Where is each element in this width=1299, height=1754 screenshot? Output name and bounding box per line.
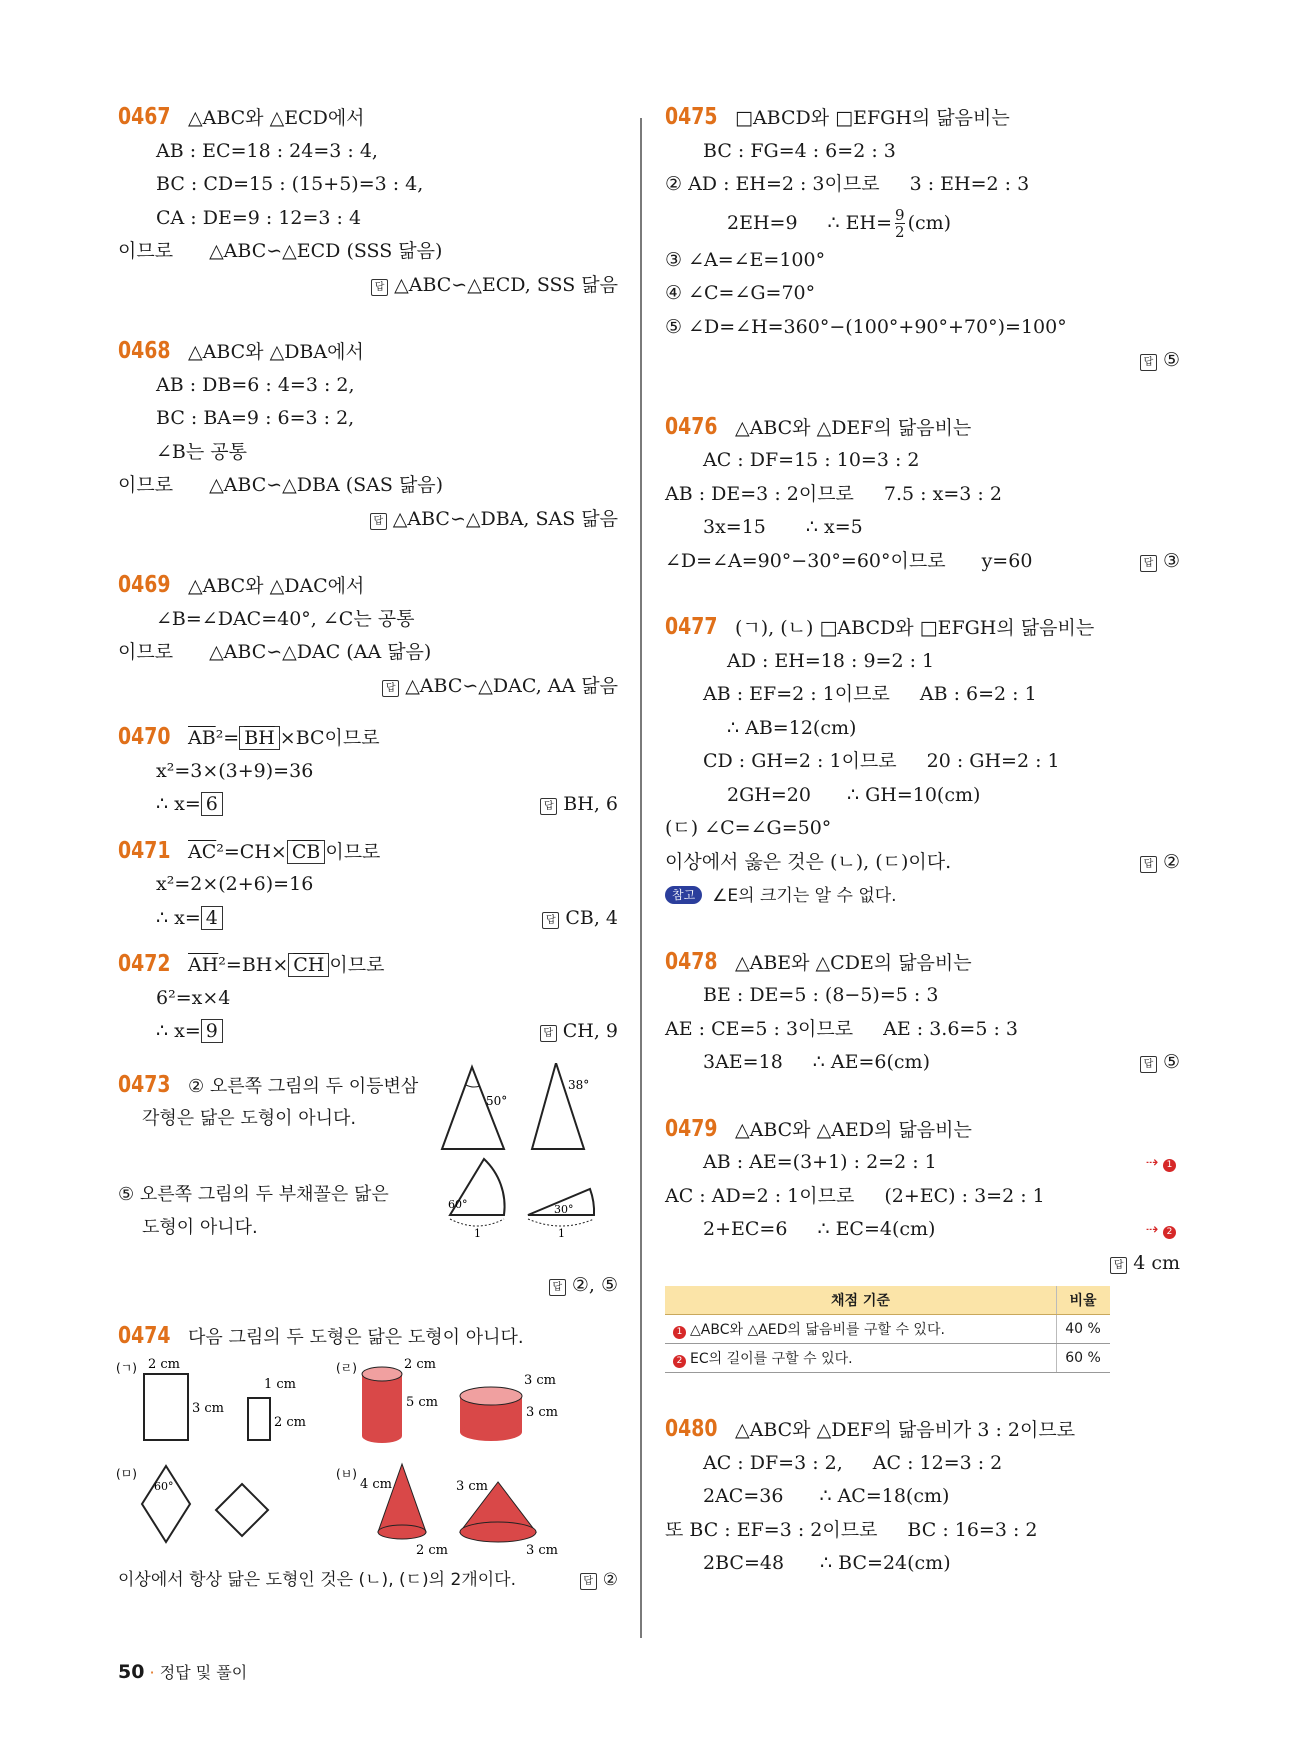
line: AC : 12=3 : 2 — [872, 1451, 1003, 1474]
line: ∴ AC=18(cm) — [819, 1485, 950, 1507]
problem-0475 — [665, 101, 1180, 378]
line: △ABC∽△DAC (AA 닮음) — [209, 641, 432, 663]
answer — [118, 503, 618, 537]
line: (ㄷ) ∠C=∠G=50° — [665, 817, 832, 839]
step-marker: ⇢ 2 — [1146, 1213, 1180, 1247]
angle-label: 50° — [486, 1093, 508, 1108]
blank-box: 6 — [201, 792, 223, 816]
line: 2GH=20 — [727, 783, 811, 806]
line: CA : DE=9 : 12=3 : 4 — [156, 206, 362, 229]
dimension-label: 2 cm — [148, 1356, 181, 1372]
dimension-label: 2 cm — [416, 1542, 449, 1558]
sector-60 — [448, 1159, 505, 1240]
line: ∠B는 공통 — [156, 440, 247, 463]
answer-text: ③ — [1162, 549, 1180, 572]
table-row — [665, 1315, 1110, 1344]
line: △ABC∽△ECD (SSS 닮음) — [209, 240, 443, 262]
line: 또 BC : EF=3 : 2이므로 — [665, 1518, 878, 1541]
sector-30 — [528, 1189, 594, 1240]
answer-text: ⑤ — [1162, 349, 1180, 371]
answer — [540, 1015, 618, 1049]
line: (ㄱ), (ㄴ) □ABCD와 □EFGH의 닮음비는 — [735, 617, 1095, 639]
dimension-label: 5 cm — [406, 1394, 439, 1410]
answer — [540, 788, 618, 822]
answer — [665, 344, 1180, 378]
line: $\overline{AC}$ — [188, 840, 217, 863]
step-number: 2 — [673, 1355, 686, 1368]
line: AE : CE=5 : 3이므로 — [665, 1017, 854, 1040]
answer-text: BH, 6 — [563, 793, 618, 815]
line: ④ ∠C=∠G=70° — [665, 282, 816, 304]
line: ∴ GH=10(cm) — [846, 783, 981, 806]
problem-number: 0472 — [118, 951, 171, 977]
problem-0478 — [665, 946, 1180, 1080]
table-header: 비율 — [1057, 1286, 1111, 1315]
dimension-label: 3 cm — [524, 1372, 557, 1388]
line: ③ ∠A=∠E=100° — [665, 248, 826, 271]
line: ② AD : EH=2 : 3이므로 — [665, 173, 880, 195]
line: 3x=15 — [703, 516, 766, 538]
line: 이므로 — [329, 954, 385, 976]
problem-number: 0473 — [118, 1071, 171, 1098]
line: (2+EC) : 3=2 : 1 — [884, 1184, 1045, 1207]
line: BC : FG=4 : 6=2 : 3 — [703, 139, 896, 162]
answer-text: △ABC∽△ECD, SSS 닮음 — [394, 273, 618, 296]
line: △ABC와 △DEF의 닮음비가 3 : 2이므로 — [735, 1419, 1076, 1441]
line: AC : DF=15 : 10=3 : 2 — [703, 449, 920, 471]
line: 다음 그림의 두 도형은 닮은 도형이 아니다. — [188, 1327, 524, 1348]
problem-number: 0478 — [665, 948, 718, 975]
line: △ABE와 △CDE의 닮음비는 — [735, 951, 972, 974]
line: △ABC와 △ECD에서 — [188, 107, 365, 129]
problem-0473 — [118, 1069, 618, 1269]
line: BE : DE=5 : (8−5)=5 : 3 — [703, 984, 939, 1006]
line: AB : AE=(3+1) : 2=2 : 1 — [703, 1151, 937, 1173]
table-header: 채점 기준 — [665, 1286, 1057, 1315]
line: ∴ x= — [156, 793, 201, 815]
answer-icon: 답 — [580, 1573, 597, 1590]
dimension-label: 1 cm — [264, 1376, 297, 1392]
figure-label: (ㅂ) — [336, 1466, 357, 1481]
answer-icon: 답 — [1140, 354, 1157, 371]
line: 이므로 — [118, 240, 174, 262]
line: ²=BH× — [218, 954, 289, 976]
table-row — [665, 1344, 1110, 1373]
line: 2+EC=6 — [703, 1218, 788, 1240]
line: ∴ x= — [156, 906, 201, 929]
table-cell: 40 % — [1057, 1315, 1111, 1344]
problem-number: 0480 — [665, 1416, 718, 1442]
blank-box: $\overline{BH}$ — [239, 726, 280, 750]
line: ²=CH× — [216, 840, 287, 863]
isosceles-triangle-38 — [532, 1063, 589, 1149]
cone-wide — [456, 1479, 558, 1558]
problem-0480 — [665, 1413, 1180, 1581]
answer-icon: 답 — [549, 1279, 566, 1296]
answer — [1140, 846, 1180, 880]
answer — [1140, 1046, 1180, 1080]
line: AD : EH=18 : 9=2 : 1 — [727, 649, 935, 672]
problem-0477 — [665, 611, 1180, 913]
line: 3AE=18 — [703, 1051, 783, 1073]
answer-icon: 답 — [1110, 1257, 1127, 1274]
rhombus — [142, 1466, 190, 1542]
problem-0469 — [118, 569, 618, 703]
step-number: 1 — [1163, 1159, 1176, 1172]
radius-label: 1 — [558, 1226, 565, 1240]
square-diamond — [216, 1484, 268, 1536]
answer — [542, 902, 618, 936]
answer — [118, 269, 618, 303]
line: △ABC와 △DAC에서 — [188, 575, 365, 597]
line: $\overline{AH}$ — [188, 954, 219, 976]
problem-0476 — [665, 411, 1180, 579]
dimension-label: 3 cm — [192, 1400, 225, 1416]
line: 이므로 — [118, 641, 174, 663]
answer — [665, 1247, 1180, 1281]
problem-number: 0479 — [665, 1115, 718, 1142]
problem-0479 — [665, 1113, 1180, 1374]
blank-box: $\overline{CB}$ — [287, 840, 326, 864]
answer-text: △ABC∽△DAC, AA 닮음 — [405, 674, 618, 697]
answer-text: ②, ⑤ — [571, 1273, 618, 1296]
line: AE : 3.6=5 : 3 — [883, 1017, 1018, 1040]
step-marker: ⇢ 1 — [1146, 1146, 1180, 1180]
problem-0472 — [118, 948, 618, 1049]
answer — [1140, 545, 1180, 579]
line: 이상에서 옳은 것은 (ㄴ), (ㄷ)이다. — [665, 850, 952, 873]
problem-0471 — [118, 835, 618, 936]
figure-label: (ㅁ) — [116, 1466, 137, 1481]
answer-text: CB, 4 — [565, 906, 618, 929]
figure-label: (ㄹ) — [336, 1360, 357, 1375]
answer-icon: 답 — [371, 279, 388, 296]
conclusion: 이상에서 항상 닮은 도형인 것은 (ㄴ), (ㄷ)의 2개이다. — [118, 1569, 516, 1590]
line: 2EH=9 — [727, 211, 798, 234]
line: AB : 6=2 : 1 — [919, 683, 1037, 705]
radius-label: 1 — [474, 1226, 481, 1240]
line: 3 : EH=2 : 3 — [909, 173, 1030, 195]
problem-number: 0471 — [118, 837, 171, 864]
line: 2AC=36 — [703, 1485, 784, 1507]
blank-box: 9 — [201, 1019, 223, 1043]
line: ∴ x= — [156, 1020, 201, 1042]
cylinder-tall — [362, 1357, 438, 1443]
denominator: 2 — [895, 223, 905, 241]
angle-label: 38° — [568, 1077, 590, 1092]
column-divider — [640, 118, 642, 1638]
problem-number: 0469 — [118, 572, 171, 598]
line: ×BC이므로 — [279, 727, 380, 749]
line: CD : GH=2 : 1이므로 — [703, 750, 897, 772]
line: ⑤ ∠D=∠H=360°−(100°+90°+70°)=100° — [665, 315, 1067, 338]
problem-number: 0476 — [665, 413, 718, 440]
footer-title: 정답 및 풀이 — [159, 1663, 248, 1682]
problem-0467 — [118, 101, 618, 302]
step-number: 2 — [1163, 1226, 1176, 1239]
answer-text: ② — [602, 1569, 618, 1590]
answer — [580, 1564, 618, 1598]
table-cell: 60 % — [1057, 1344, 1111, 1373]
answer — [118, 1269, 618, 1303]
line: 6²=x×4 — [156, 986, 231, 1009]
answer-icon: 답 — [540, 1025, 557, 1042]
line: ∴ EC=4(cm) — [817, 1218, 936, 1240]
rectangle-small — [248, 1377, 306, 1440]
dimension-label: 3 cm — [456, 1478, 489, 1494]
line: BC : BA=9 : 6=3 : 2, — [156, 407, 355, 429]
isosceles-triangle-50 — [442, 1067, 507, 1149]
dimension-label: 2 cm — [274, 1414, 307, 1430]
problem-number: 0470 — [118, 724, 171, 750]
answer-icon: 답 — [540, 798, 557, 815]
line: BC : 16=3 : 2 — [907, 1518, 1038, 1541]
line: ⑤ 오른쪽 그림의 두 부채꼴은 닮은 — [118, 1183, 389, 1205]
line: ²= — [215, 727, 240, 749]
line: ∴ BC=24(cm) — [820, 1552, 951, 1574]
right-column — [665, 104, 1180, 1581]
blank-box: 4 — [201, 906, 223, 930]
table-cell: EC의 길이를 구할 수 있다. — [690, 1351, 853, 1367]
line: BC : CD=15 : (15+5)=3 : 4, — [156, 173, 424, 195]
problem-number: 0467 — [118, 104, 171, 130]
line: 20 : GH=2 : 1 — [926, 750, 1060, 772]
fraction — [895, 207, 905, 240]
line: 이므로 — [325, 840, 381, 863]
problem-number: 0475 — [665, 104, 718, 130]
problem-number: 0468 — [118, 338, 171, 364]
cylinder-wide — [460, 1373, 558, 1441]
figure-pairs — [114, 1354, 614, 1564]
dimension-label: 2 cm — [404, 1356, 437, 1372]
problem-number: 0477 — [665, 614, 718, 640]
scoring-table — [665, 1286, 1110, 1373]
cone-tall — [360, 1464, 448, 1558]
line: ∠D=∠A=90°−30°=60°이므로 — [665, 549, 946, 572]
line: AC : AD=2 : 1이므로 — [665, 1184, 855, 1207]
line: ∴ x=5 — [805, 516, 863, 538]
line: ∴ AE=6(cm) — [812, 1051, 930, 1073]
triangles-and-sectors-figure — [440, 1063, 620, 1243]
line: $\overline{AB}$ — [188, 727, 216, 749]
answer-text: 4 cm — [1133, 1251, 1180, 1274]
line: △ABC와 △DBA에서 — [188, 341, 364, 363]
answer-text: ② — [1162, 850, 1180, 873]
line: y=60 — [981, 549, 1033, 572]
line: 각형은 닮은 도형이 아니다. — [142, 1108, 357, 1129]
line: ∠B=∠DAC=40°, ∠C는 공통 — [156, 607, 415, 630]
dimension-label: 3 cm — [526, 1542, 559, 1558]
numerator: 9 — [895, 206, 905, 224]
note-text: ∠E의 크기는 알 수 없다. — [712, 886, 897, 906]
line: x²=3×(3+9)=36 — [156, 759, 314, 782]
line: △ABC와 △DEF의 닮음비는 — [735, 416, 972, 439]
angle-label: 30° — [554, 1202, 574, 1216]
problem-0468 — [118, 335, 618, 536]
line: (cm) — [907, 211, 952, 234]
line: 도형이 아니다. — [142, 1217, 258, 1238]
problem-number: 0474 — [118, 1323, 171, 1349]
line: ∴ AB=12(cm) — [727, 716, 857, 739]
line: AB : DE=3 : 2이므로 — [665, 482, 854, 505]
line: 2BC=48 — [703, 1552, 785, 1574]
answer-icon: 답 — [1140, 1056, 1157, 1073]
answer-icon: 답 — [542, 912, 559, 929]
line: □ABCD와 □EFGH의 닮음비는 — [735, 107, 1010, 129]
line: AB : DB=6 : 4=3 : 2, — [156, 373, 355, 396]
answer — [118, 670, 618, 704]
answer-icon: 답 — [382, 680, 399, 697]
answer-text: CH, 9 — [562, 1020, 618, 1042]
page-number: 50 — [118, 1661, 145, 1683]
answer-text: △ABC∽△DBA, SAS 닮음 — [392, 507, 618, 530]
dimension-label: 3 cm — [526, 1404, 559, 1420]
answer-text: ⑤ — [1162, 1051, 1180, 1073]
line: x²=2×(2+6)=16 — [156, 873, 314, 895]
note-badge: 참고 — [665, 886, 702, 904]
line: △ABC와 △AED의 닮음비는 — [735, 1118, 972, 1141]
blank-box: $\overline{CH}$ — [288, 953, 329, 977]
rectangle-large — [144, 1357, 224, 1440]
line: △ABC∽△DBA (SAS 닮음) — [209, 474, 444, 496]
line: ∴ EH= — [827, 211, 893, 234]
line: 이므로 — [118, 474, 174, 496]
line: AB : EC=18 : 24=3 : 4, — [156, 139, 378, 162]
line: AB : EF=2 : 1이므로 — [703, 683, 890, 705]
problem-0474 — [118, 1320, 618, 1597]
angle-label: 60° — [154, 1479, 174, 1493]
answer-icon: 답 — [1140, 856, 1157, 873]
line: 7.5 : x=3 : 2 — [883, 482, 1002, 505]
left-column — [116, 104, 618, 1597]
dimension-label: 4 cm — [360, 1476, 393, 1492]
step-number: 1 — [673, 1326, 686, 1339]
figure-label: (ㄱ) — [116, 1360, 137, 1375]
answer-icon: 답 — [370, 513, 387, 530]
page-footer: 50 · 정답 및 풀이 — [118, 1661, 248, 1683]
answer-icon: 답 — [1140, 555, 1157, 572]
line: AC : DF=3 : 2, — [703, 1451, 843, 1474]
angle-label: 60° — [448, 1197, 468, 1211]
problem-0470 — [118, 721, 618, 822]
table-cell: △ABC와 △AED의 닮음비를 구할 수 있다. — [690, 1322, 945, 1338]
line: ② 오른쪽 그림의 두 이등변삼 — [188, 1075, 419, 1097]
